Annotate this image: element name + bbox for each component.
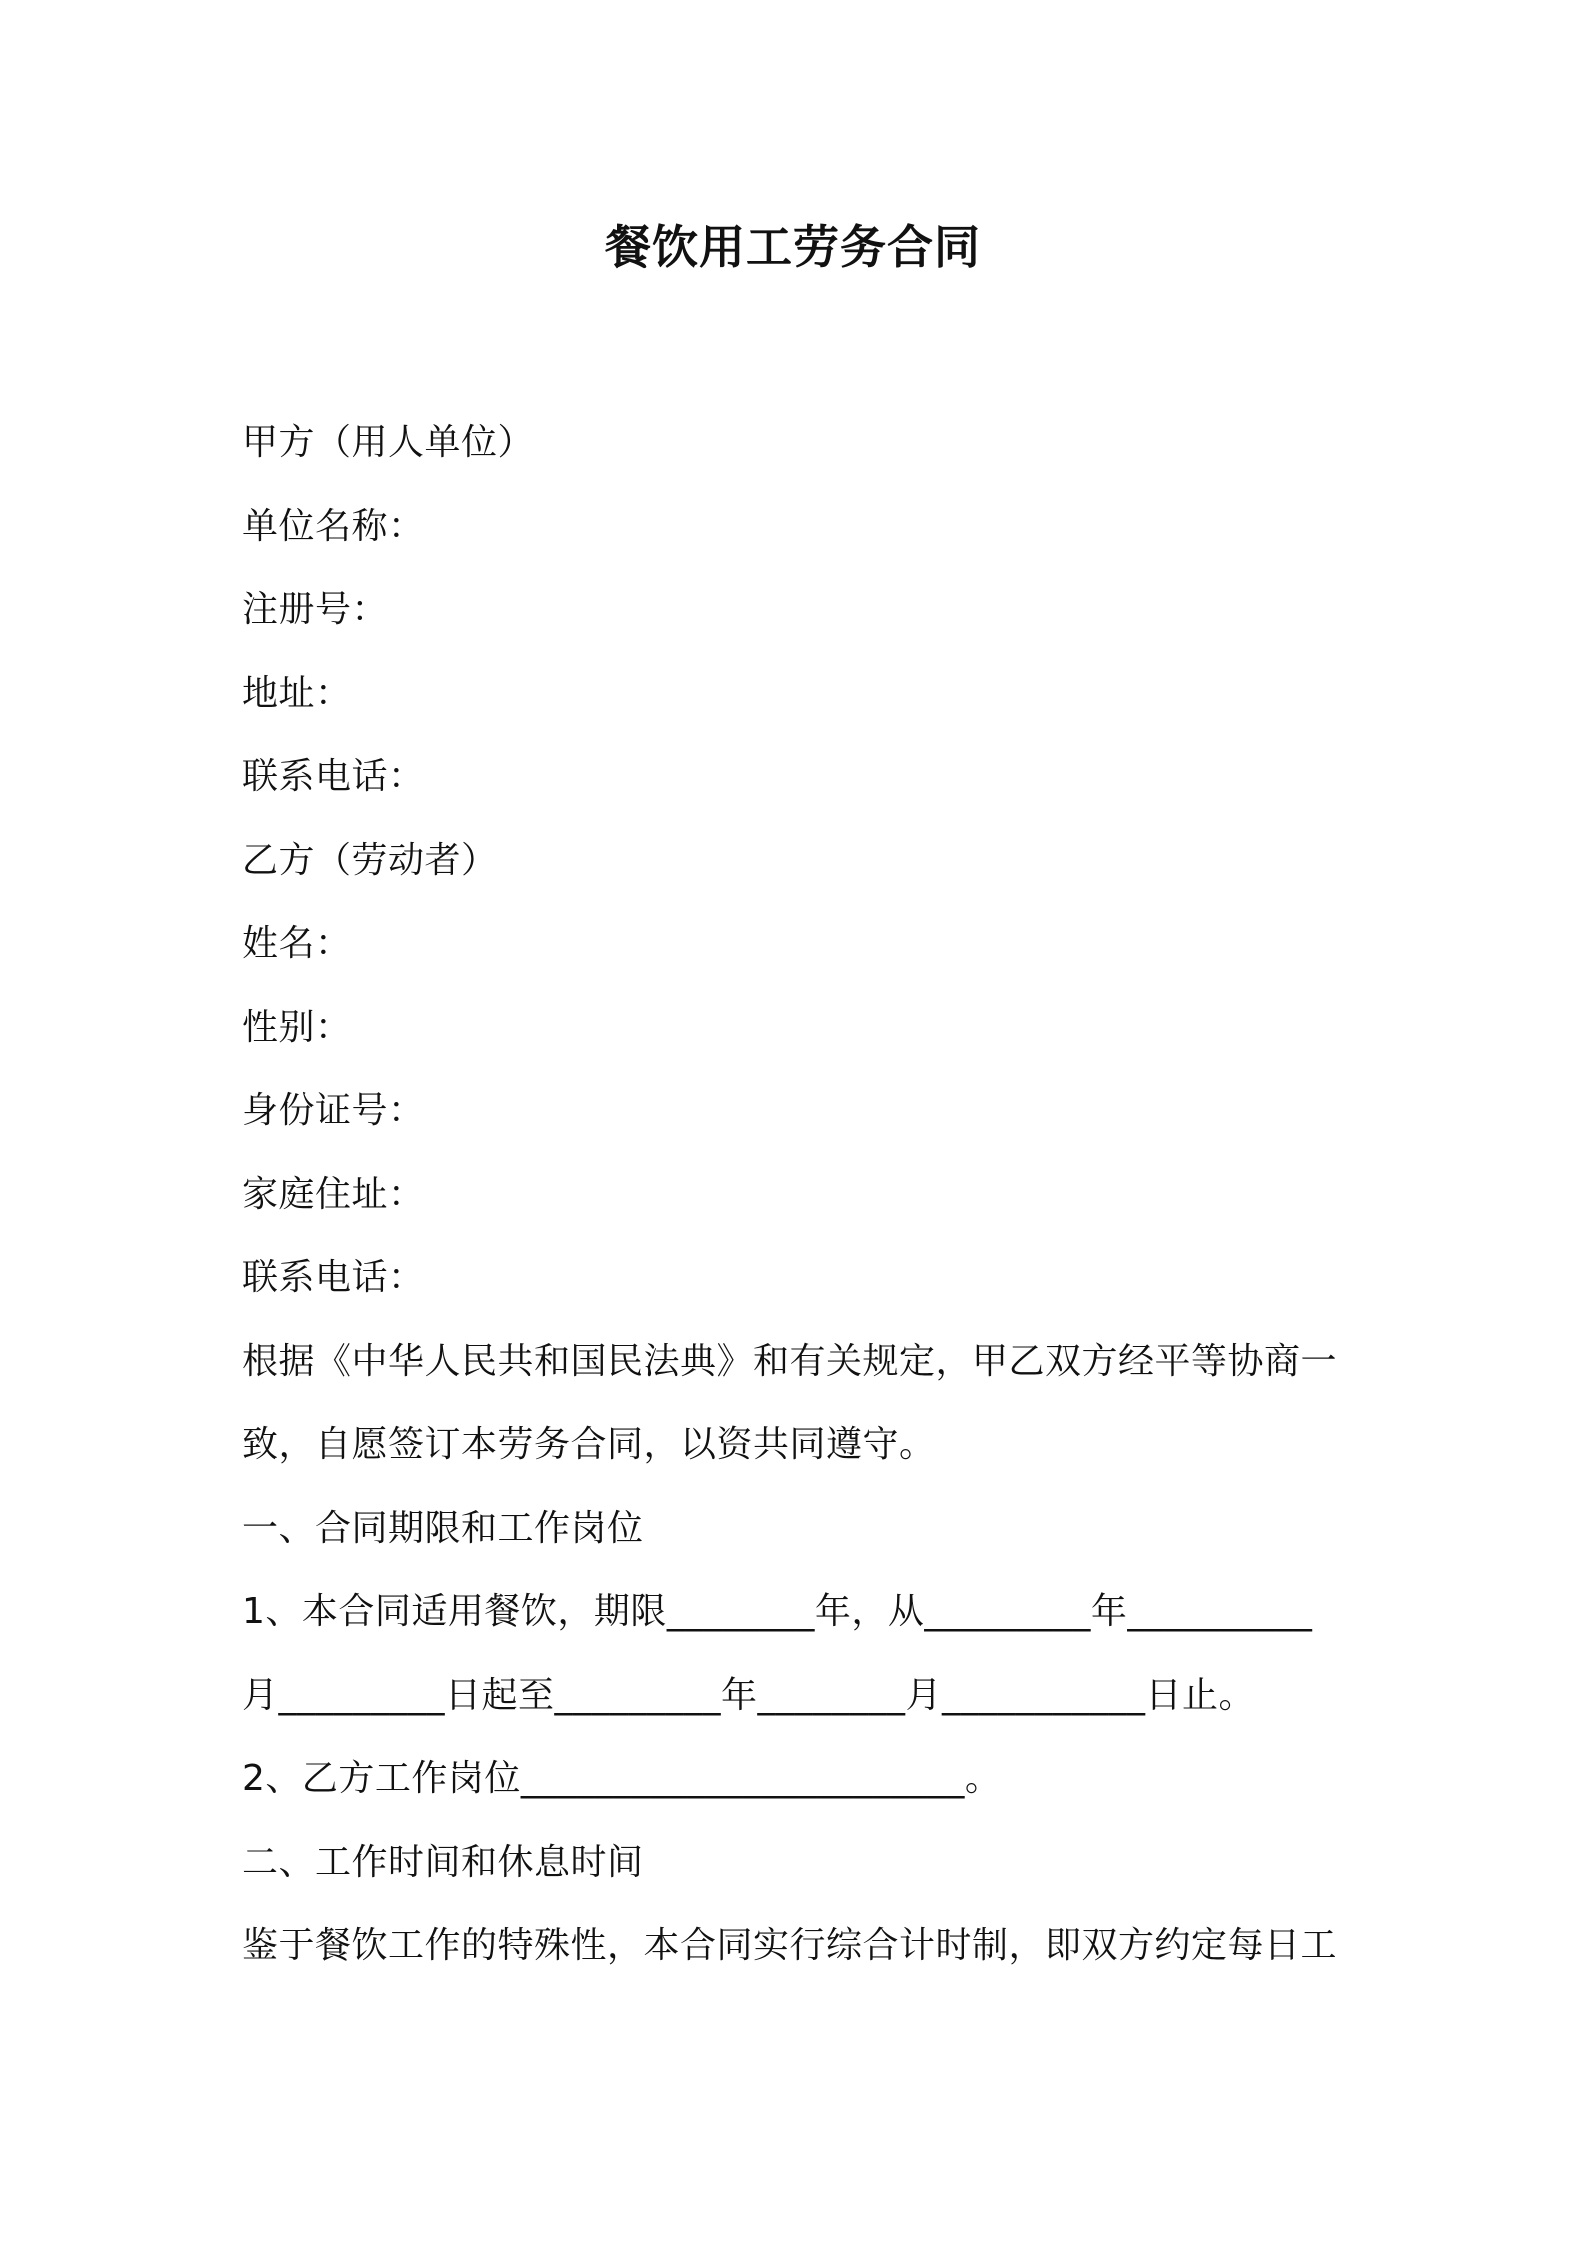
section-1-heading: 一、合同期限和工作岗位: [242, 1507, 644, 1549]
section-2-heading: 二、工作时间和休息时间: [242, 1841, 644, 1883]
section-2-paragraph: 鉴于餐饮工作的特殊性，本合同实行综合计时制，即双方约定每日工: [242, 1925, 1338, 1966]
preamble-line-1: 根据《中华人民共和国民法典》和有关规定，甲乙双方经平等协商一: [242, 1340, 1338, 1382]
party-b-name: 姓名：: [242, 923, 352, 964]
party-b-home-address: 家庭住址：: [242, 1173, 425, 1215]
clause-1-1-line-1: 1、本合同适用餐饮，期限________年，从_________年__________: [242, 1591, 1313, 1632]
preamble-line-2: 致，自愿签订本劳务合同，以资共同遵守。: [242, 1424, 936, 1465]
party-b-gender: 性别：: [242, 1006, 352, 1048]
document-body: [242, 401, 1362, 1988]
party-b-id-number: 身份证号：: [242, 1090, 425, 1131]
party-a-registration-number: 注册号：: [242, 589, 389, 630]
party-b-heading: 乙方（劳动者）: [242, 839, 498, 881]
clause-1-1-line-2: 月_________日起至_________年________月___________日止。: [242, 1674, 1256, 1716]
party-b-phone: 联系电话：: [242, 1257, 425, 1298]
party-a-company-name: 单位名称：: [242, 505, 425, 547]
party-a-address: 地址：: [242, 672, 352, 714]
party-a-heading: 甲方（用人单位）: [242, 422, 535, 463]
clause-1-2: 2、乙方工作岗位________________________。: [242, 1758, 1002, 1799]
document-title: 餐饮用工劳务合同: [605, 220, 981, 274]
party-a-phone: 联系电话：: [242, 756, 425, 797]
